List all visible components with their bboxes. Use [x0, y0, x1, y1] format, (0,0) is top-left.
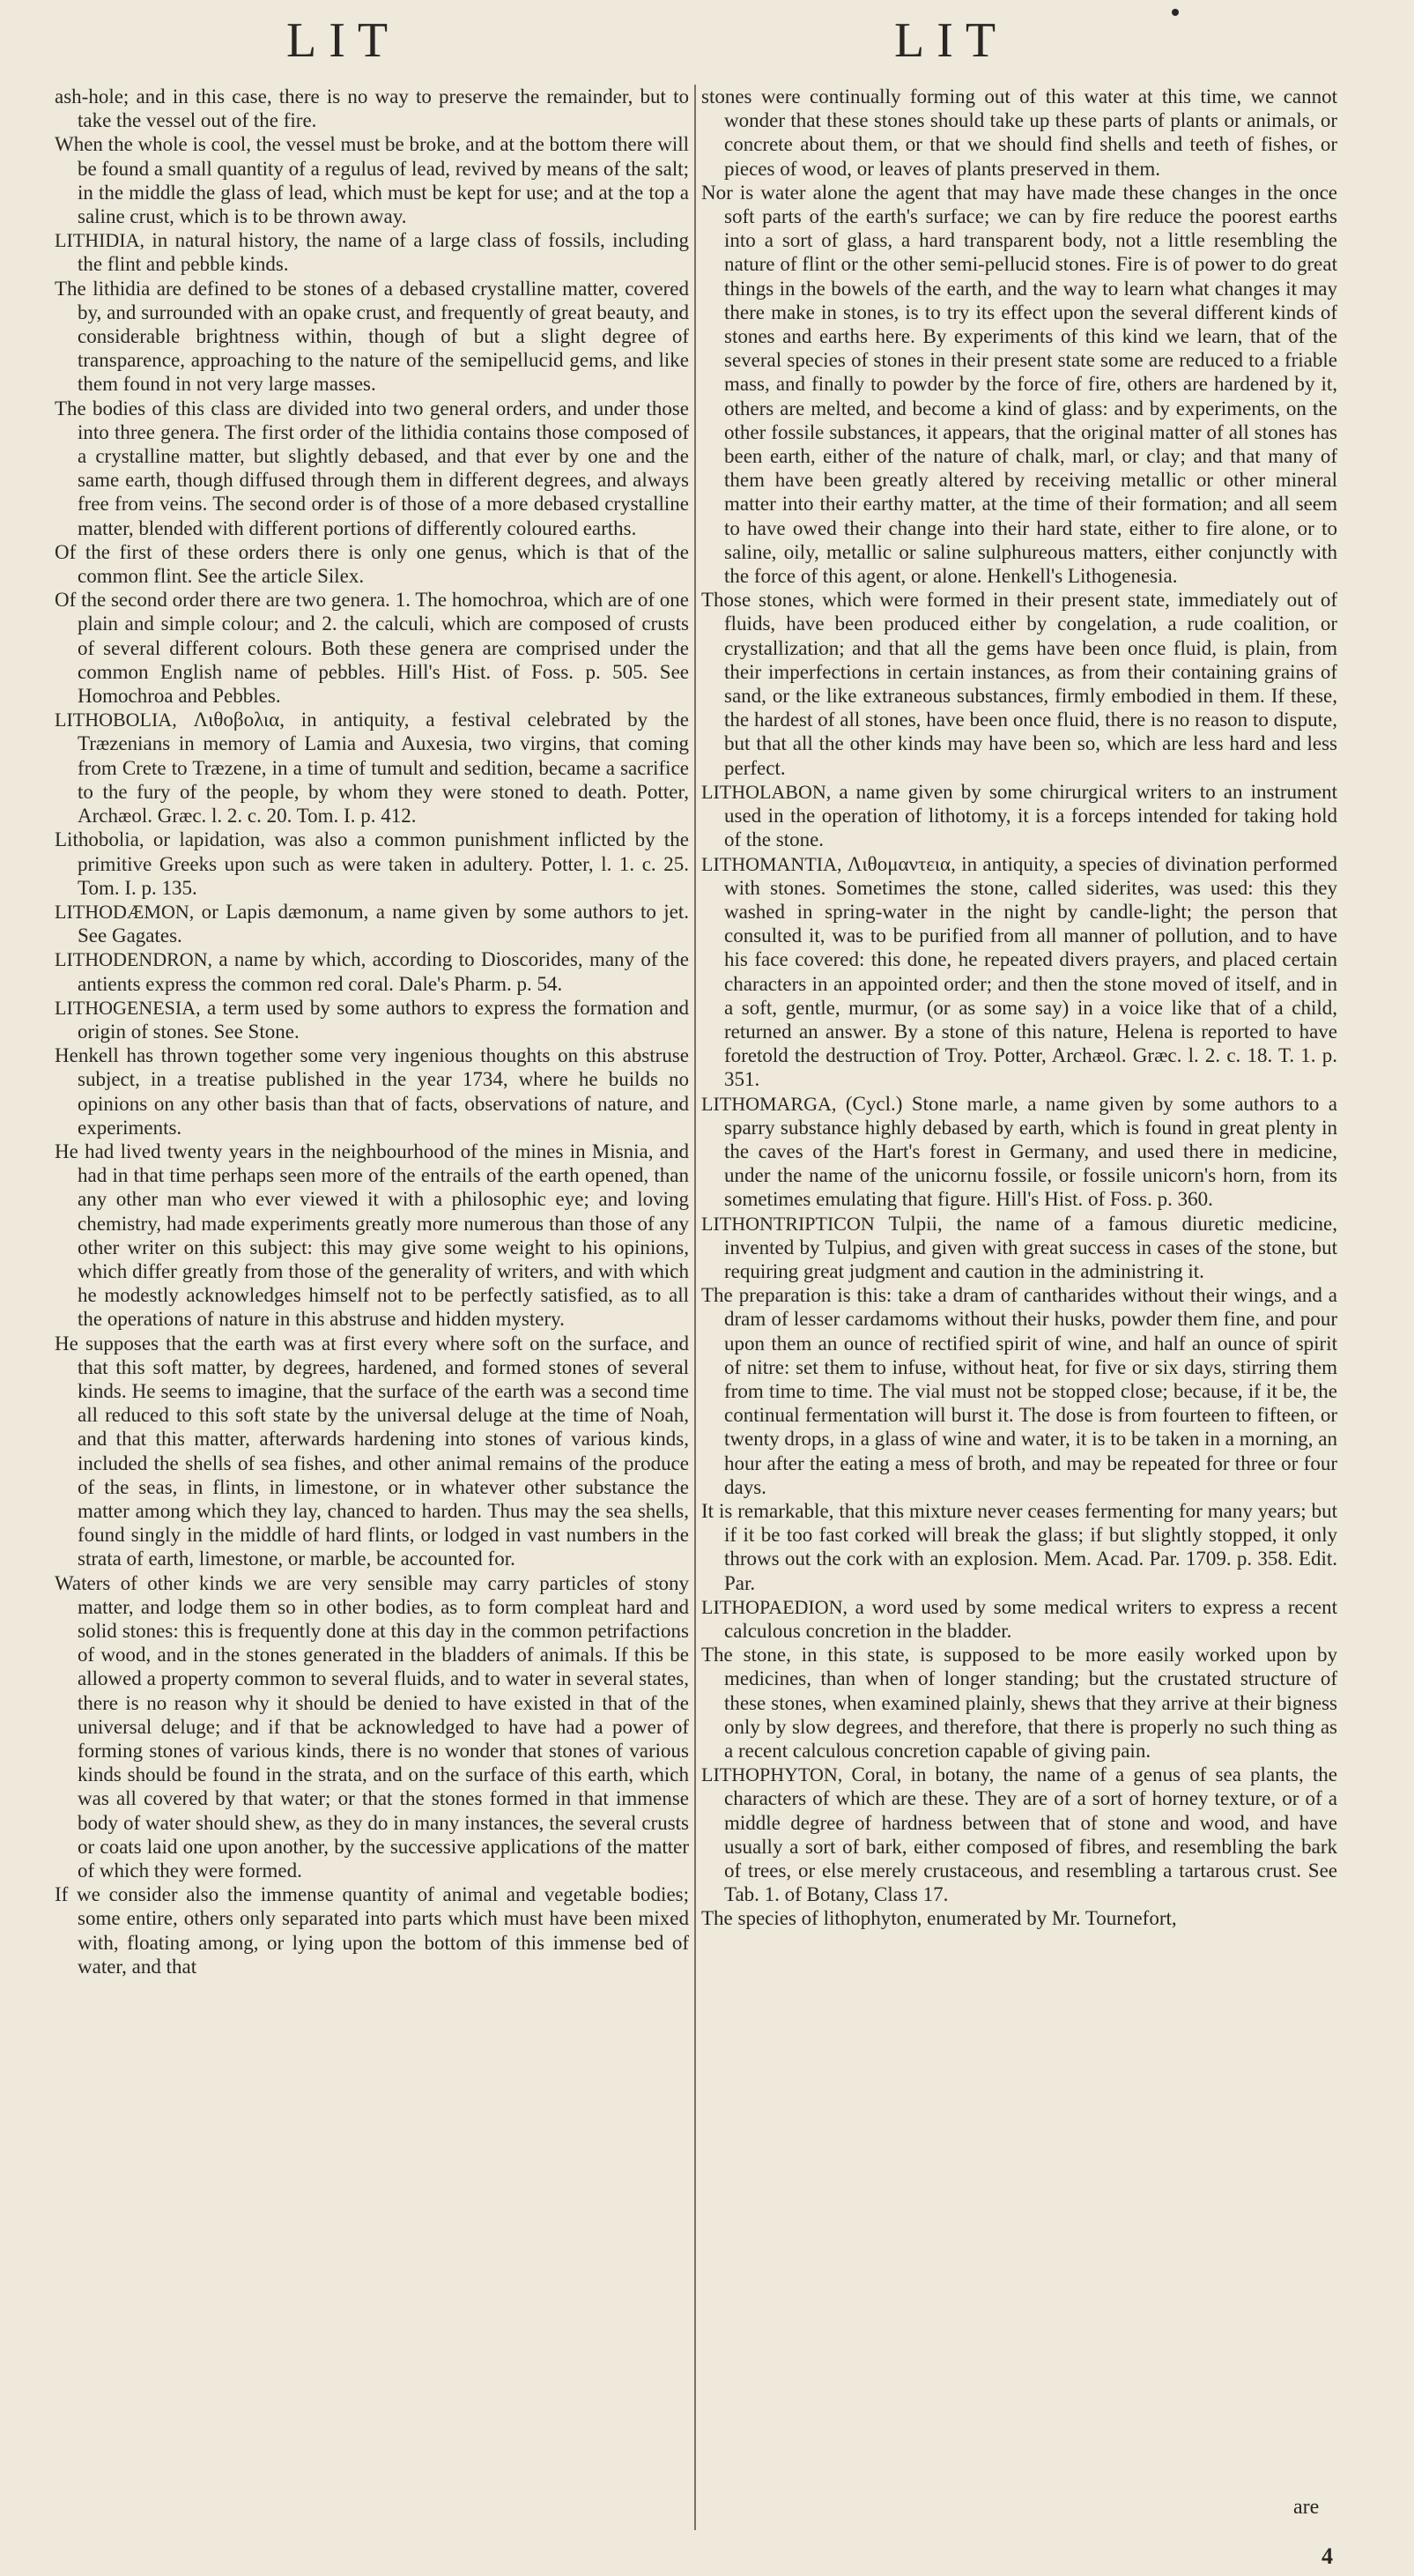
paragraph [55, 1043, 689, 1140]
entry-text: (Cycl.) Stone marle, a name given by some authors to a sparry substance highly debased by earth, which is found in great plenty in the caves of the Hart's forest in Germany, and used there in medicine, under the name of the unicornu fossile, or fossile unicorn's horn, from its sometimes emulating that figure. Hill's Hist. of Foss. p. 360. [724, 1092, 1337, 1211]
entry-text: The species of lithophyton, enumerated by Mr. Tournefort, [701, 1907, 1177, 1930]
entry-term: LITHIDIA, [55, 229, 145, 252]
paragraph [55, 1332, 689, 1571]
paragraph [55, 277, 689, 397]
entry-term: LITHONTRIPTICON [701, 1212, 875, 1235]
entry-text: a name given by some chirurgical writers to an instrument used in the operation of lithotomy, it is a forceps intended for taking hold of the stone. [724, 780, 1337, 851]
paragraph [701, 1283, 1337, 1499]
ink-dot [1172, 9, 1179, 16]
entry-text: Nor is water alone the agent that may have made these changes in the once soft parts of the earth's surface; we can by fire reduce the poorest earths into a sort of glass, a hard transparent body, not a little resembling the nature of flint or the other semi-pellucid stones. Fire is of power to do great things in the bowels of the earth, and the way to learn what changes it may there make in stones, is to try its effect upon the several different kinds of stones and earths here. By experiments of this kind we learn, that of the several species of stones in their present state some are reduced to a friable mass, and finally to powder by the force of fire, others are hardened by it, others are melted, and become a kind of glass: and by experiments, on the other fossile substances, it appears, that the original matter of all stones has been earth, either of the nature of chalk, marl, or clay; and that many of them have been greatly altered by receiving metallic or other mineral matter into their earthy matter, at the time of their formation; and all seem to have owed their change into their hard state, either to fire alone, or to saline, oily, metallic or saline sulphureous matters, either conjunctly with the force of this agent, or alone. Henkell's Lithogenesia. [701, 181, 1337, 588]
entry-term: LITHOPAEDION, [701, 1595, 848, 1618]
entry-text: Henkell has thrown together some very ingenious thoughts on this abstruse subject, in a treatise published in the year 1734, where he builds no opinions on any other basis than that of facts, observations of nature, and experiments. [55, 1044, 689, 1139]
entry-text: Λιθομαντεια, in antiquity, a species of divination performed with stones. Sometimes the stone, called siderites, was used: this they washed in spring-water in the night by candle-light; the person that consulted it, was to be purified from all manner of pollution, and to have his face covered: this done, he repeated divers prayers, and placed certain characters in an appointed order; and then the stone moved of itself, and in a soft, gentle, murmur, (or as some say) in a voice like that of a child, returned an answer. By a stone of this nature, Helena is reported to have foretold the destruction of Troy. Potter, Archæol. Græc. l. 2. c. 18. T. 1. p. 351. [724, 852, 1337, 1091]
entry-text: If we consider also the immense quantity of animal and vegetable bodies; some entire, others only separated into parts which must have been mixed with, floating among, or lying upon the bottom of this immense bed of water, and that [55, 1883, 689, 1978]
paragraph [55, 828, 689, 900]
entry-text: stones were continually forming out of this water at this time, we cannot wonder that these stones should take up these parts of plants or animals, or concrete about them, or that we should find shells and teeth of fishes, or pieces of wood, or leaves of plants preserved in them. [701, 85, 1337, 180]
column-rule [694, 85, 696, 2530]
entry-text: or Lapis dæmonum, a name given by some authors to jet. See Gagates. [78, 900, 689, 947]
paragraph [701, 85, 1337, 181]
paragraph [55, 1882, 689, 1978]
entry-text: Waters of other kinds we are very sensible may carry particles of stony matter, and lodge them so in other bodies, as to form compleat hard and solid stones: this is frequently done at this day in the common petrifactions of wood, and in the stones generated in the bladders of animals. If this be allowed a property common to several fluids, and to water in several states, there is no reason why it should be denied to have existed in that of the universal deluge; and if that be acknowledged to have had a power of forming stones of various kinds, there is no wonder that stones of various kinds should be found in the strata, and on the surface of this earth, which was all covered by that water; or that the stones formed in that immense body of water should shew, as they do in many instances, the several crusts or coats laid one upon another, by the successive applications of the matter of which they were formed. [55, 1571, 689, 1882]
paragraph [55, 85, 689, 132]
entry-text: The preparation is this: take a dram of cantharides without their wings, and a dram of lesser cardamoms without their husks, powder them fine, and pour upon them an ounce of rectified spirit of wine, and half an ounce of spirit of nitre: set them to infuse, without heat, for five or six days, stirring them from time to time. The vial must not be stopped close; because, if it be, the continual fermentation will burst it. The dose is from fourteen to fifteen, or twenty drops, in a glass of wine and water, it is to be taken in a morning, an hour after the eating a mess of broth, and may be repeated for three or four days. [701, 1284, 1337, 1498]
dictionary-entry [55, 996, 689, 1043]
entry-term: LITHOGENESIA, [55, 996, 201, 1019]
catchword: are [1293, 2496, 1320, 2519]
paragraph [55, 132, 689, 228]
entry-text: The bodies of this class are divided into two general orders, and under those into three genera. The first order of the lithidia contains those composed of a crystalline matter, but slightly debased, and that ever by one and the same earth, though diffused through them in different degrees, and always free from veins. The second order is of those of a more debased crystalline matter, blended with different portions of differently coloured earths. [55, 397, 689, 539]
entry-text: a name by which, according to Dioscorides, many of the antients express the common red coral. Dale's Pharm. p. 54. [78, 948, 689, 995]
entry-text: When the whole is cool, the vessel must be broke, and at the bottom there will be found a small quantity of a regulus of lead, revived by means of the salt; in the middle the glass of lead, which must be kept for use; and at the top a saline crust, which is to be thrown away. [55, 133, 689, 228]
paragraph [701, 181, 1337, 588]
entry-text: It is remarkable, that this mixture never ceases fermenting for many years; but if it be too fast corked will break the glass; if but slightly stopped, it only throws out the cork with an explosion. Mem. Acad. Par. 1709. p. 358. Edit. Par. [701, 1499, 1337, 1594]
dictionary-entry [701, 1212, 1337, 1284]
paragraph [55, 588, 689, 708]
paragraph [701, 588, 1337, 780]
entry-text: Tulpii, the name of a famous diuretic medicine, invented by Tulpius, and given with great success in cases of the stone, but requiring great judgment and caution in the administring it. [724, 1212, 1337, 1282]
dictionary-entry [701, 852, 1337, 1092]
entry-text: He had lived twenty years in the neighbourhood of the mines in Misnia, and had in that time perhaps seen more of the entrails of the earth opened, than any other man who ever viewed it with a philosophic eye; and loving chemistry, had made experiments greatly more numerous than those of any other writer on this subject: this may give some weight to his opinions, which differ greatly from those of the generality of writers, and with which he modestly acknowledges himself not to be perfectly satisfied, as to all the operations of nature in this abstruse and hidden mystery. [55, 1140, 689, 1331]
dictionary-entry [701, 1092, 1337, 1212]
entry-term: LITHODÆMON, [55, 900, 195, 923]
running-head-left: LIT [286, 13, 401, 68]
entry-text: Coral, in botany, the name of a genus of sea plants, the characters of which are these. They are of a sort of horney texture, or of a middle degree of hardness between that of stone and wood, and have usually a sort of bark, either composed of fibres, and resembling the bark of trees, or else merely crustaceous, and resembling a tartarous crust. See Tab. 1. of Botany, Class 17. [724, 1763, 1337, 1906]
page-number: 4 [1321, 2543, 1333, 2569]
entry-text: a term used by some authors to express the formation and origin of stones. See Stone. [78, 996, 689, 1043]
entry-text: ash-hole; and in this case, there is no way to preserve the remainder, but to take the vessel out of the fire. [55, 85, 689, 132]
entry-text: Of the first of these orders there is only one genus, which is that of the common flint. See the article Silex. [55, 540, 689, 588]
entry-term: LITHOPHYTON, [701, 1763, 843, 1786]
entry-term: LITHOMARGA, [701, 1092, 837, 1115]
dictionary-entry [55, 708, 689, 828]
left-column [55, 85, 689, 1978]
entry-term: LITHODENDRON, [55, 948, 213, 971]
dictionary-entry [701, 780, 1337, 852]
running-head-right: LIT [894, 13, 1009, 68]
entry-term: LITHOLABON, [701, 780, 832, 803]
dictionary-entry [55, 947, 689, 995]
paragraph [55, 1571, 689, 1883]
right-column [701, 85, 1337, 1931]
entry-text: The stone, in this state, is supposed to be more easily worked upon by medicines, than when of longer standing; but the crustated structure of these stones, when examined plainly, shews that they arrive at their bigness only by slow degrees, and therefore, that there is properly no such thing as a recent calculous concretion capable of giving pain. [701, 1644, 1337, 1763]
entry-text: a word used by some medical writers to express a recent calculous concretion in the bladder. [724, 1595, 1337, 1642]
entry-term: LITHOMANTIA, [701, 852, 842, 875]
paragraph [55, 1140, 689, 1332]
paragraph [55, 540, 689, 588]
dictionary-entry [55, 228, 689, 276]
entry-text: Those stones, which were formed in their present state, immediately out of fluids, have been produced either by congelation, a rude coalition, or crystallization; and that all the gems have been once fluid, is plain, from their imperfections in certain instances, as from their containing grains of sand, or the like extraneous substances, firmly embodied in them. If these, the hardest of all stones, have been once fluid, there is no reason to dispute, but that all the other kinds may have been so, which are less hard and less perfect. [701, 589, 1337, 779]
entry-text: in natural history, the name of a large class of fossils, including the flint and pebble kinds. [78, 229, 689, 276]
dictionary-entry [55, 900, 689, 947]
dictionary-entry [701, 1763, 1337, 1906]
entry-text: The lithidia are defined to be stones of a debased crystalline matter, covered by, and surrounded with an opake crust, and frequently of great beauty, and considerable brightness within, though of but a slight degree of transparence, approaching to the nature of the semipellucid gems, and like them found in not very large masses. [55, 277, 689, 396]
entry-term: LITHOBOLIA, [55, 709, 177, 731]
paragraph [701, 1643, 1337, 1763]
entry-text: Of the second order there are two genera. 1. The homochroa, which are of one plain and simple colour; and 2. the calculi, which are composed of crusts of several different colours. Both these genera are comprised under the common English name of pebbles. Hill's Hist. of Foss. p. 505. See Homochroa and Pebbles. [55, 589, 689, 708]
dictionary-entry [701, 1595, 1337, 1643]
entry-text: Λιθοβολια, in antiquity, a festival celebrated by the Træzenians in memory of Lamia and Auxesia, two virgins, that coming from Crete to Træzene, in a time of tumult and sedition, became a sacrifice to the fury of the people, by whom they were stoned to death. Potter, Archæol. Græc. l. 2. c. 20. Tom. I. p. 412. [78, 709, 689, 828]
entry-text: Lithobolia, or lapidation, was also a common punishment inflicted by the primitive Greeks upon such as were taken in adultery. Potter, l. 1. c. 25. Tom. I. p. 135. [55, 828, 689, 899]
paragraph [55, 397, 689, 540]
entry-text: He supposes that the earth was at first every where soft on the surface, and that this soft matter, by degrees, hardened, and formed stones of several kinds. He seems to imagine, that the surface of the earth was a second time all reduced to this soft state by the universal deluge at the time of Noah, and that this matter, afterwards hardening into stones of various kinds, included the shells of sea fishes, and other animal remains of the produce of the seas, in flints, in limestone, or in whatever other substance the matter among which they lay, chanced to harden. Thus may the sea shells, found singly in the middle of hard flints, or lodged in vast numbers in the strata of earth, limestone, or marble, be accounted for. [55, 1332, 689, 1570]
paragraph [701, 1906, 1337, 1930]
paragraph [701, 1499, 1337, 1595]
